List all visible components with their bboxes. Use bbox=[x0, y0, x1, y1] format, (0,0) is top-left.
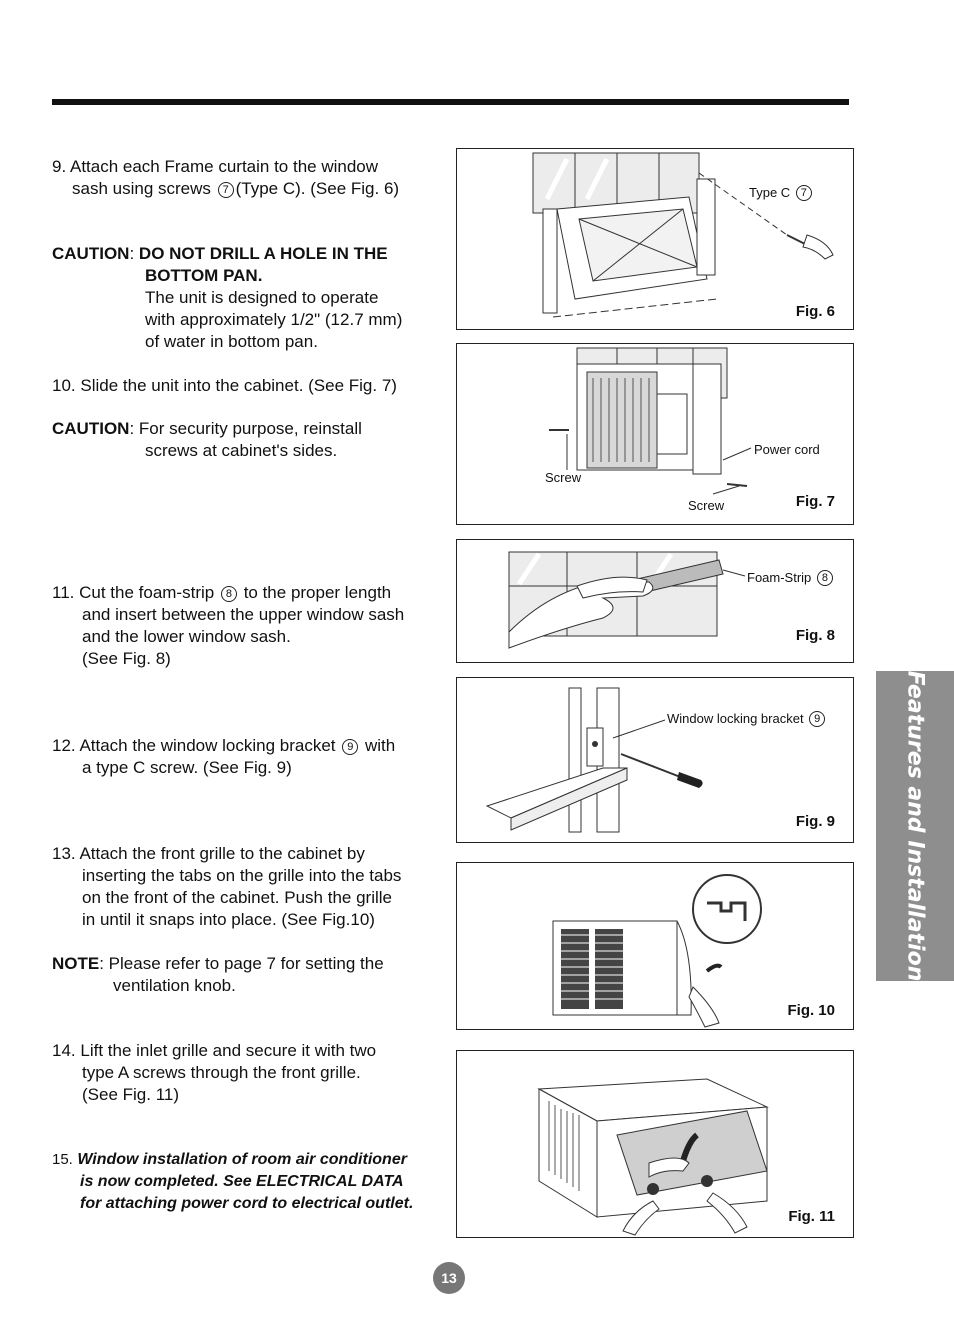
frame-curtain-illustration bbox=[457, 149, 853, 329]
callout-locking-bracket: Window locking bracket 9 bbox=[667, 711, 827, 727]
step-12: 12. Attach the window locking bracket 9 with a type C screw. (See Fig. 9) bbox=[52, 736, 396, 777]
callout-screw-right: Screw bbox=[688, 498, 725, 513]
part-number-circle: 9 bbox=[342, 739, 358, 755]
part-number-circle: 9 bbox=[809, 711, 825, 727]
page-number: 13 bbox=[433, 1262, 465, 1294]
callout-type-c: Type C 7 bbox=[749, 185, 814, 201]
part-number-circle: 8 bbox=[221, 586, 237, 602]
figure-label: Fig. 9 bbox=[795, 813, 835, 830]
figure-label: Fig. 6 bbox=[795, 303, 835, 320]
foam-strip-illustration bbox=[457, 540, 853, 662]
figure-label: Fig. 7 bbox=[795, 493, 835, 510]
note-ventilation: NOTE: Please refer to page 7 for setting the ventilation knob. bbox=[52, 954, 384, 995]
callout-power-cord: Power cord bbox=[754, 442, 820, 457]
section-side-tab: Features and Installation bbox=[876, 671, 954, 981]
header-rule bbox=[52, 99, 849, 105]
figure-6 bbox=[456, 148, 854, 330]
part-number-circle: 7 bbox=[796, 185, 812, 201]
callout-foam-strip: Foam-Strip 8 bbox=[747, 570, 835, 586]
figure-label: Fig. 10 bbox=[787, 1002, 835, 1019]
figure-label: Fig. 11 bbox=[788, 1208, 835, 1225]
step-11: 11. Cut the foam-strip 8 to the proper length and insert between the upper window sash and the lower window sash. (See Fig. 8) bbox=[52, 583, 405, 668]
figure-11 bbox=[456, 1050, 854, 1238]
unit-slide-illustration bbox=[457, 344, 853, 524]
part-number-circle: 7 bbox=[218, 182, 234, 198]
figure-10 bbox=[456, 862, 854, 1030]
step-14: 14. Lift the inlet grille and secure it with two type A screws through the front grille. (See Fig. 11) bbox=[52, 1041, 377, 1104]
step-13: 13. Attach the front grille to the cabinet by inserting the tabs on the grille into the tabs on the front of the cabinet. Push the grille in until it snaps into place. (See Fig.10) bbox=[52, 844, 402, 929]
callout-screw-left: Screw bbox=[545, 470, 582, 485]
figure-8 bbox=[456, 539, 854, 663]
figure-label: Fig. 8 bbox=[795, 627, 835, 644]
figure-7 bbox=[456, 343, 854, 525]
step-10: 10. Slide the unit into the cabinet. (See Fig. 7) bbox=[52, 376, 397, 395]
locking-bracket-illustration bbox=[457, 678, 853, 842]
caution-security: CAUTION: For security purpose, reinstall screws at cabinet's sides. bbox=[52, 419, 362, 460]
part-number-circle: 8 bbox=[817, 570, 833, 586]
figure-9 bbox=[456, 677, 854, 843]
caution-drill: CAUTION: DO NOT DRILL A HOLE IN THE BOTTOM PAN. The unit is designed to operate with approximately 1/2" (12.7 mm) of water in bottom pan. bbox=[52, 244, 403, 351]
step-9: 9. Attach each Frame curtain to the window sash using screws 7 (Type C). (See Fig. 6) bbox=[52, 157, 400, 198]
step-15: 15. Window installation of room air conditioner is now completed. See ELECTRICAL DATA for attaching power cord to electrical outlet. bbox=[52, 1151, 414, 1212]
